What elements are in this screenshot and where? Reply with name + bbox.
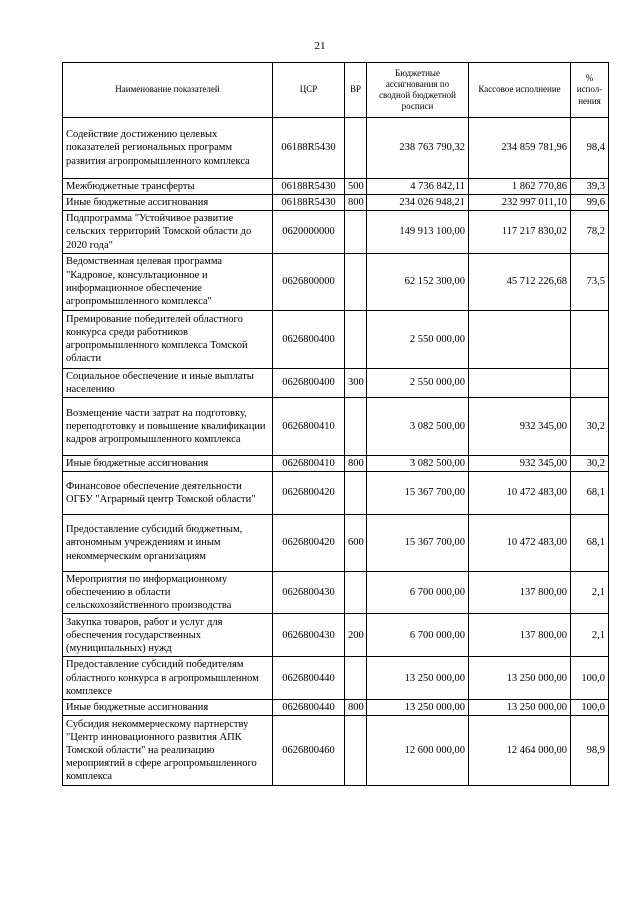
row-code: 0626800430 — [273, 572, 345, 614]
row-allocation: 13 250 000,00 — [367, 699, 469, 715]
row-percent: 30,2 — [571, 397, 609, 455]
budget-execution-table — [62, 62, 609, 786]
row-percent: 30,2 — [571, 455, 609, 471]
table-row — [63, 515, 609, 572]
row-percent: 78,2 — [571, 211, 609, 253]
row-allocation: 12 600 000,00 — [367, 715, 469, 785]
row-vr — [345, 572, 367, 614]
row-vr — [345, 472, 367, 515]
row-execution: 932 345,00 — [469, 397, 571, 455]
row-percent: 99,6 — [571, 195, 609, 211]
row-execution: 932 345,00 — [469, 455, 571, 471]
table-body — [63, 118, 609, 786]
header-exec: Кассовое исполнение — [469, 63, 571, 118]
table-row — [63, 310, 609, 368]
row-code: 0626800430 — [273, 614, 345, 657]
row-vr: 800 — [345, 195, 367, 211]
row-name: Подпрограмма "Устойчивое развитие сельских территорий Томской области до 2020 года" — [63, 211, 273, 253]
table-row — [63, 657, 609, 699]
header-code: ЦСР — [273, 63, 345, 118]
row-allocation: 149 913 100,00 — [367, 211, 469, 253]
row-code: 06188R5430 — [273, 195, 345, 211]
table-row — [63, 455, 609, 471]
row-allocation: 15 367 700,00 — [367, 515, 469, 572]
header-vr: ВР — [345, 63, 367, 118]
row-code: 06188R5430 — [273, 179, 345, 195]
table-row — [63, 614, 609, 657]
row-vr: 600 — [345, 515, 367, 572]
row-percent: 39,3 — [571, 179, 609, 195]
row-name: Ведомственная целевая программа "Кадровое, консультационное и информационное обеспечение агропромышленного комплекса" — [63, 253, 273, 310]
row-execution: 13 250 000,00 — [469, 657, 571, 699]
row-vr: 800 — [345, 699, 367, 715]
row-code: 06188R5430 — [273, 118, 345, 179]
row-code: 0626800440 — [273, 657, 345, 699]
row-vr — [345, 118, 367, 179]
row-execution: 10 472 483,00 — [469, 472, 571, 515]
row-code: 0626800400 — [273, 368, 345, 397]
row-allocation: 238 763 790,32 — [367, 118, 469, 179]
row-percent: 2,1 — [571, 572, 609, 614]
table-row — [63, 715, 609, 785]
table-row — [63, 397, 609, 455]
row-name: Премирование победителей областного конкурса среди работников агропромышленного комплекса Томской области — [63, 310, 273, 368]
row-execution: 117 217 830,02 — [469, 211, 571, 253]
row-execution — [469, 310, 571, 368]
row-percent: 2,1 — [571, 614, 609, 657]
row-execution: 12 464 000,00 — [469, 715, 571, 785]
row-execution: 45 712 226,68 — [469, 253, 571, 310]
row-name: Финансовое обеспечение деятельности ОГБУ "Аграрный центр Томской области" — [63, 472, 273, 515]
row-percent: 98,9 — [571, 715, 609, 785]
row-name: Возмещение части затрат на подготовку, переподготовку и повышение квалификации кадров агропромышленного комплекса — [63, 397, 273, 455]
row-vr — [345, 657, 367, 699]
row-name: Предоставление субсидий победителям областного конкурса в агропромышленном комплексе — [63, 657, 273, 699]
row-name: Предоставление субсидий бюджетным, автономным учреждениям и иным некоммерческим организациям — [63, 515, 273, 572]
row-execution: 10 472 483,00 — [469, 515, 571, 572]
row-execution: 232 997 011,10 — [469, 195, 571, 211]
page-number: 21 — [314, 40, 326, 52]
row-percent: 98,4 — [571, 118, 609, 179]
table-row — [63, 572, 609, 614]
row-vr: 800 — [345, 455, 367, 471]
row-percent: 68,1 — [571, 515, 609, 572]
row-code: 0626800440 — [273, 699, 345, 715]
table-row — [63, 253, 609, 310]
header-alloc: Бюджетные ассигнования по сводной бюджетной росписи — [367, 63, 469, 118]
row-percent: 73,5 — [571, 253, 609, 310]
table-row — [63, 179, 609, 195]
row-execution: 137 800,00 — [469, 614, 571, 657]
row-code: 0620000000 — [273, 211, 345, 253]
row-vr — [345, 715, 367, 785]
row-vr: 500 — [345, 179, 367, 195]
row-name: Иные бюджетные ассигнования — [63, 195, 273, 211]
row-allocation: 62 152 300,00 — [367, 253, 469, 310]
row-vr: 200 — [345, 614, 367, 657]
row-execution: 234 859 781,96 — [469, 118, 571, 179]
table-row — [63, 211, 609, 253]
row-percent: 68,1 — [571, 472, 609, 515]
row-allocation: 234 026 948,21 — [367, 195, 469, 211]
row-allocation: 13 250 000,00 — [367, 657, 469, 699]
row-execution: 13 250 000,00 — [469, 699, 571, 715]
header-pct: % испол-нения — [571, 63, 609, 118]
row-vr — [345, 397, 367, 455]
row-percent — [571, 368, 609, 397]
row-allocation: 2 550 000,00 — [367, 310, 469, 368]
table-header-row — [63, 63, 609, 118]
row-name: Иные бюджетные ассигнования — [63, 455, 273, 471]
table-row — [63, 195, 609, 211]
row-name: Иные бюджетные ассигнования — [63, 699, 273, 715]
row-vr — [345, 310, 367, 368]
row-allocation: 4 736 842,11 — [367, 179, 469, 195]
header-name: Наименование показателей — [63, 63, 273, 118]
table-row — [63, 472, 609, 515]
row-name: Субсидия некоммерческому партнерству "Центр инновационного развития АПК Томской области" на реализацию мероприятий в сфере агропромышленного комплекса — [63, 715, 273, 785]
row-allocation: 6 700 000,00 — [367, 614, 469, 657]
row-code: 0626800410 — [273, 455, 345, 471]
table-row — [63, 699, 609, 715]
row-vr — [345, 253, 367, 310]
row-code: 0626800420 — [273, 472, 345, 515]
row-code: 0626800420 — [273, 515, 345, 572]
table-row — [63, 118, 609, 179]
row-allocation: 3 082 500,00 — [367, 455, 469, 471]
table-row — [63, 368, 609, 397]
row-code: 0626800000 — [273, 253, 345, 310]
row-code: 0626800400 — [273, 310, 345, 368]
row-percent: 100,0 — [571, 657, 609, 699]
row-allocation: 2 550 000,00 — [367, 368, 469, 397]
row-allocation: 6 700 000,00 — [367, 572, 469, 614]
row-percent — [571, 310, 609, 368]
row-vr — [345, 211, 367, 253]
row-percent: 100,0 — [571, 699, 609, 715]
row-allocation: 3 082 500,00 — [367, 397, 469, 455]
row-code: 0626800460 — [273, 715, 345, 785]
row-execution: 137 800,00 — [469, 572, 571, 614]
row-execution — [469, 368, 571, 397]
row-code: 0626800410 — [273, 397, 345, 455]
row-allocation: 15 367 700,00 — [367, 472, 469, 515]
row-execution: 1 862 770,86 — [469, 179, 571, 195]
row-name: Содействие достижению целевых показателей региональных программ развития агропромышленного комплекса — [63, 118, 273, 179]
row-name: Социальное обеспечение и иные выплаты населению — [63, 368, 273, 397]
row-name: Закупка товаров, работ и услуг для обеспечения государственных (муниципальных) нужд — [63, 614, 273, 657]
row-vr: 300 — [345, 368, 367, 397]
row-name: Мероприятия по информационному обеспечению в области сельскохозяйственного производства — [63, 572, 273, 614]
row-name: Межбюджетные трансферты — [63, 179, 273, 195]
